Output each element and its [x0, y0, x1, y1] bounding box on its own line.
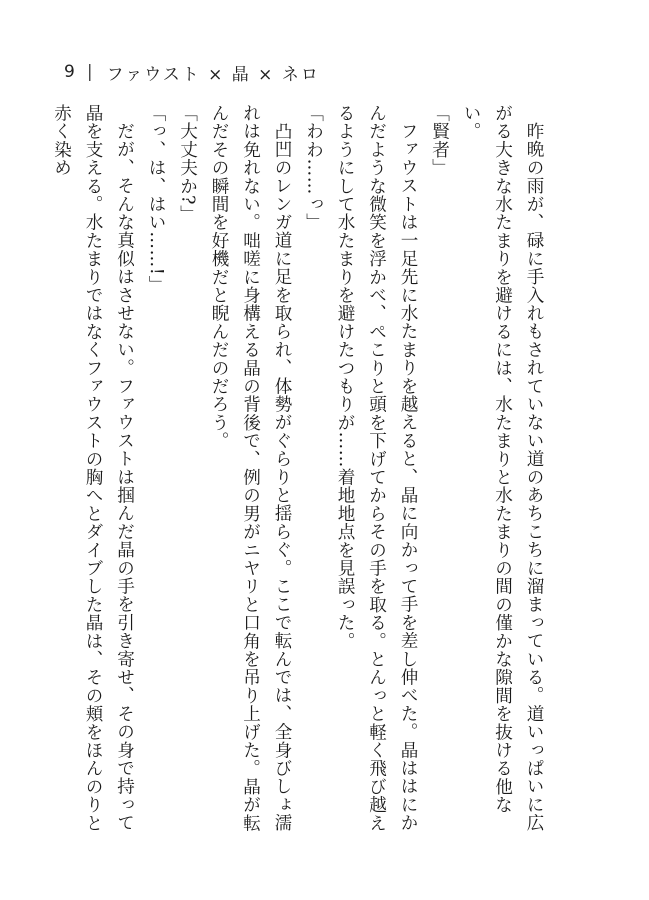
paragraph-1: 昨晩の雨が、碌に手入れもされていない道のあちこちに溜まっている。道いっぱいに広がる大きな水たまりを避けるには、水たまりと水たまりの間の僅かな隙間を抜ける他ない。: [461, 104, 544, 832]
paragraph-8: だが、そんな真似はさせない。ファウストは掴んだ晶の手を引き寄せ、その身で持って晶を支える。水たまりではなくファウストの胸へとダイブした晶は、その頬をほんのりと赤く染め: [51, 104, 135, 832]
page-number: 9: [64, 62, 75, 82]
dialogue-hai: 「っ、は、はい……!」: [146, 104, 166, 294]
running-header: [64, 60, 320, 84]
chapter-title: ファウスト × 晶 × ネロ: [106, 64, 320, 85]
dialogue-wawa: 「わわ……っ」: [303, 104, 324, 232]
paragraph-3: ファウストは一足先に水たまりを越えると、晶に向かって手を差し伸べた。晶ははにかんだような微笑を浮かべ、ぺこりと頭を下げてからその手を取る。とんっと軽く飛び越えるようにして水たまりを避けたつもりが……着地地点を見誤った。: [335, 104, 418, 832]
paragraph-5: 凸凹のレンガ道に足を取られ、体勢がぐらりと揺らぐ。ここで転んでは、全身びしょ濡れは免れない。咄嗟に身構える晶の背後で、例の男がニヤリと口角を吊り上げた。晶が転んだその瞬間を好機だと睨んだのだろう。: [209, 104, 292, 832]
header-separator: |: [86, 62, 93, 82]
vertical-body-text: [45, 104, 549, 844]
dialogue-daijoubu: 「大丈夫か?」: [177, 104, 198, 224]
dialogue-kenja: 「賢者」: [429, 104, 450, 177]
